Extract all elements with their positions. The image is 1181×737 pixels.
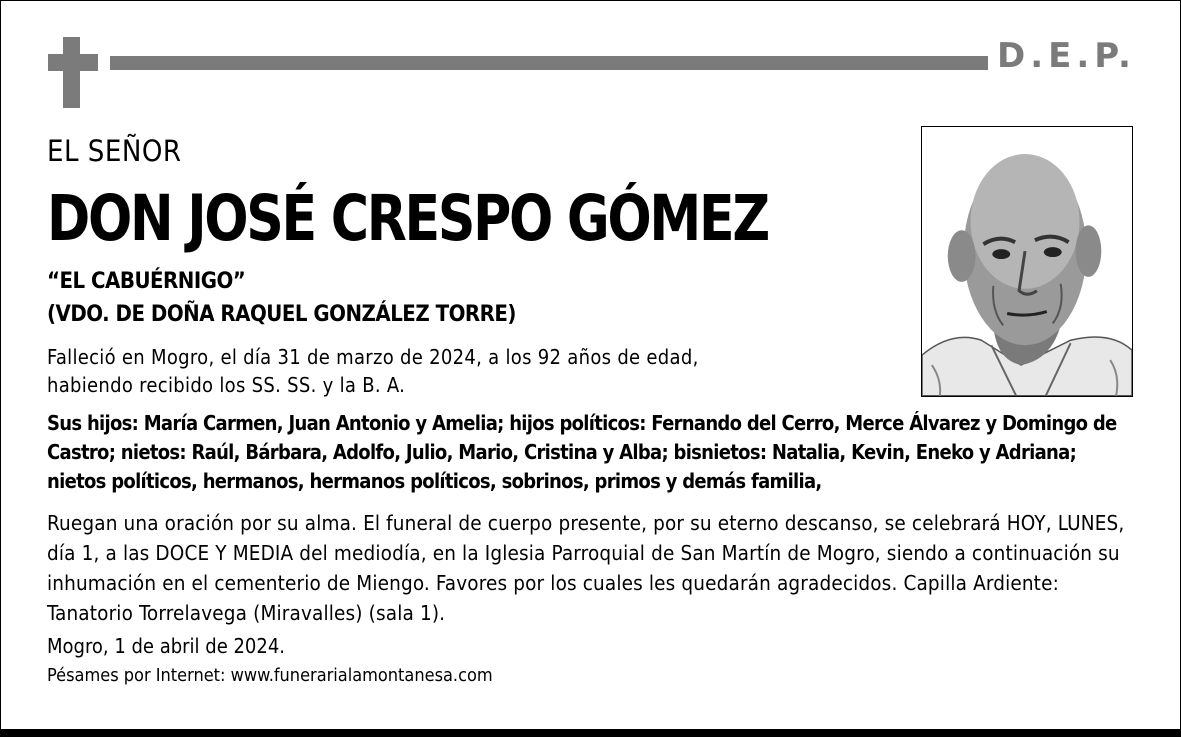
deceased-name: DON JOSÉ CRESPO GÓMEZ [47, 182, 768, 255]
funeral-details: Ruegan una oración por su alma. El funeral de cuerpo presente, por su eterno descanso, se celebrará HOY, LUNES, día 1, a las DOCE Y MEDIA del mediodía, en la Iglesia Parroquial de San Martín de Mogro, siendo a continuación su inhumación en el cementerio de Miengo. Favores por los cuales les quedarán agradecidos. Capilla Ardiente: Tanatorio Torrelavega (Miravalles) (sala 1). [47, 511, 1125, 625]
death-line-2: habiendo recibido los SS. SS. y la B. A. [47, 373, 406, 397]
honorific: EL SEÑOR [47, 134, 182, 168]
cross-icon-vertical [63, 37, 80, 108]
condolences-line: Pésames por Internet: www.funerarialamontanesa.com [47, 665, 493, 686]
place-date: Mogro, 1 de abril de 2024. [47, 634, 285, 658]
portrait-photo [921, 126, 1133, 397]
nickname: “EL CABUÉRNIGO” [47, 269, 246, 294]
cross-icon-horizontal [48, 54, 98, 71]
widower-of: (VDO. DE DOÑA RAQUEL GONZÁLEZ TORRE) [47, 302, 516, 327]
death-line-1: Falleció en Mogro, el día 31 de marzo de 2024, a los 92 años de edad, [47, 345, 699, 369]
header-rule [110, 56, 988, 70]
dep-label: D.E.P. [997, 36, 1136, 76]
family-list: Sus hijos: María Carmen, Juan Antonio y Amelia; hijos políticos: Fernando del Cerro, Merce Álvarez y Domingo de Castro; nietos: Raúl, Bárbara, Adolfo, Julio, Mario, Cristina y Alba; bisnietos: Natalia, Kevin, Eneko y Adriana; nietos políticos, hermanos, hermanos políticos, sobrinos, primos y demás familia, [47, 411, 1117, 493]
death-notice [47, 343, 699, 399]
